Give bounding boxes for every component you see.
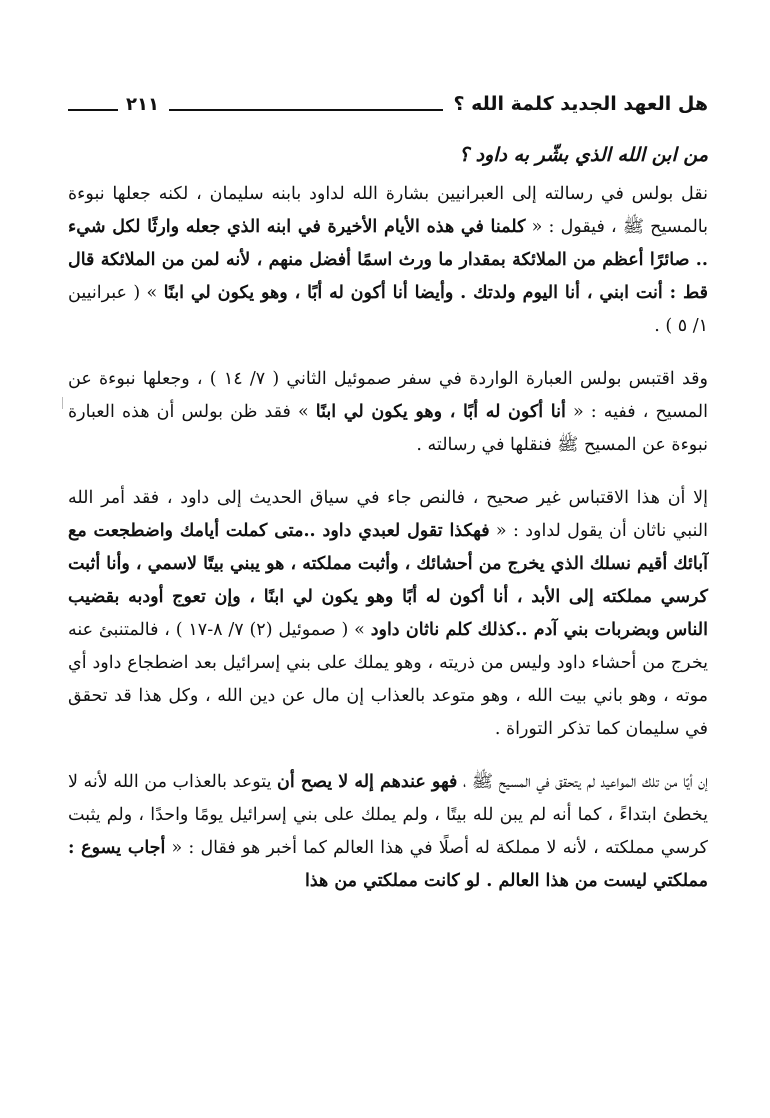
paragraph-text: إلا أن هذا الاقتباس غير صحيح ، فالنص جاء في سياق الحديث إلى داود ، فقد أمر الله النبي ناثان أن يقول لداود : «: [68, 488, 708, 541]
running-header: [68, 86, 708, 122]
paragraph-text: » ( عبرانيين ١/ ٥ ) .: [68, 283, 708, 336]
paragraph-2: [68, 363, 708, 462]
paragraph-4: [68, 766, 708, 898]
paragraph-text: وقد اقتبس بولس العبارة الواردة في سفر صموئيل الثاني ( ٧/ ١٤ ) ، وجعلها نبوءة عن المسيح ، ففيه : «: [68, 369, 708, 422]
paragraph-quote: فهو عندهم إله لا يصح أن: [277, 772, 458, 792]
paragraph-text: يتوعد بالعذاب من الله لأنه لا يخطئ ابتداءً ، كما أنه لم يبن لله بيتًا ، ولم يملك على بني إسرائيل يومًا واحدًا ، ولم يثبت كرسي مملكته ، لأنه لا مملكة له أصلًا في هذا العالم كما أخبر هو فقال : «: [68, 772, 708, 858]
paragraph-quote: كلمنا في هذه الأيام الأخيرة في ابنه الذي جعله وارثًا لكل شيء .. صائرًا أعظم من الملائكة بمقدار ما ورث اسمًا أفضل منهم ، لأنه لمن من الملائكة قال قط : أنت ابني ، أنا اليوم ولدتك . وأيضا أنا أكون له أبًا ، وهو يكون لي ابنًا: [68, 217, 708, 303]
paragraph-quote: فهكذا تقول لعبدي داود ..متى كملت أيامك واضطجعت مع آبائك أقيم نسلك الذي يخرج من أحشائك ، وأثبت مملكته ، هو يبني بيتًا لاسمي ، وأنا أثبت كرسي مملكته إلى الأبد ، أنا أكون له أبًا وهو يكون لي ابنًا ، وإن تعوج أودبه بقضيب الناس وبضربات بني آدم ..كذلك كلم ناثان داود: [68, 521, 708, 640]
paragraph-text: إن أيًا من تلك المواعيد لم يتحقق في المسيح ﷺ ،: [457, 772, 708, 792]
paragraph-text: » ( صموئيل (٢) ٧/ ٨-١٧ ) ، فالمتنبئ عنه يخرج من أحشاء داود وليس من ذريته ، وهو يملك على بني إسرائيل بعد اضطجاع داود أي موته ، وهو باني بيت الله ، وهو متوعد بالعذاب إن مال عن دين الله ، وكل هذا قد تحقق في سليمان كما تذكر التوراة .: [68, 620, 708, 739]
paragraph-3: [68, 482, 708, 746]
margin-mark: [62, 397, 63, 409]
paragraph-text: » فقد ظن بولس أن هذه العبارة نبوءة عن المسيح ﷺ فنقلها في رسالته .: [68, 402, 708, 455]
paragraph-quote: أجاب يسوع : مملكتي ليست من هذا العالم . لو كانت مملكتي من هذا: [68, 838, 708, 891]
document-page: [68, 86, 708, 918]
header-rule-end: [68, 109, 118, 111]
header-rule: [169, 109, 443, 111]
header-title: هل العهد الجديد كلمة الله ؟: [453, 93, 708, 115]
paragraph-text: نقل بولس في رسالته إلى العبرانيين بشارة الله لداود بابنه سليمان ، لكنه جعلها نبوءة بالمسيح ﷺ ، فيقول : «: [68, 184, 708, 237]
paragraph-1: [68, 178, 708, 343]
paragraph-quote: أنا أكون له أبًا ، وهو يكون لي ابنًا: [315, 402, 566, 422]
section-title: من ابن الله الذي بشّر به داود ؟: [458, 144, 708, 166]
page-number: ٢١١: [126, 93, 159, 115]
